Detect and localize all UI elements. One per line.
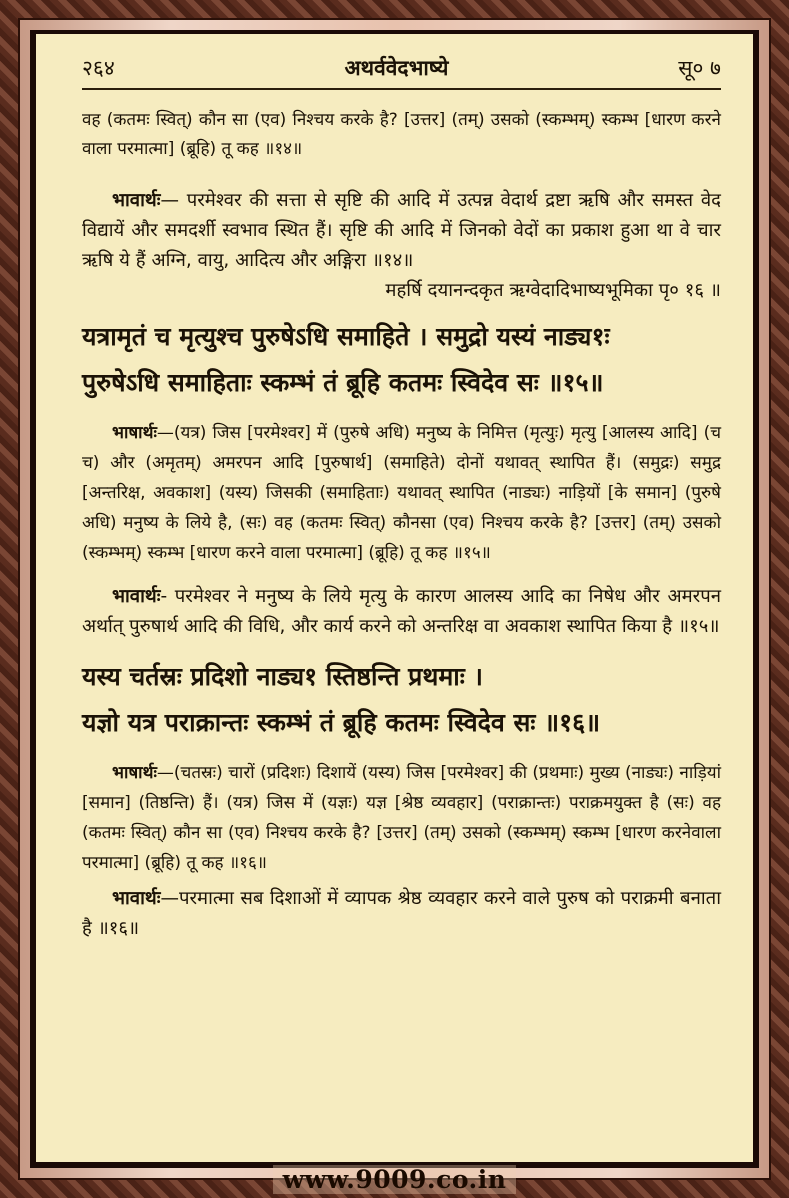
page-content <box>82 100 721 944</box>
mantra-15 <box>82 316 721 404</box>
page-header <box>82 48 721 90</box>
bhashartha-15 <box>82 418 721 568</box>
mantra-line: यज्ञो यत्र पराक्रान्तः स्कम्भं तं ब्रूहि कतमः स्विदेव सः ॥१६॥ <box>82 708 601 737</box>
bhavartha-text: — परमेश्वर की सत्ता से सृष्टि की आदि में उत्पन्न वेदार्थ द्रष्टा ऋषि और समस्त वेद विद्यायें और समदर्शी स्वभाव स्थित हैं। सृष्टि की आदि में जिनको वेदों का प्रकाश हुआ था वे चार ऋषि ये हैं अग्नि, वायु, आदित्य और अङ्गिरा ॥१४॥ <box>82 190 721 271</box>
attribution: महर्षि दयानन्दकृत ऋग्वेदादिभाष्यभूमिका पृ० १६ ॥ <box>385 280 721 301</box>
bhavartha-16 <box>82 884 721 944</box>
bhashartha-label: भाषार्थः <box>112 423 157 443</box>
bhavartha-14 <box>82 186 721 276</box>
bhavartha-label: भावार्थः <box>112 190 161 211</box>
page-title: अथर्ववेदभाष्ये <box>344 56 449 80</box>
bhavartha-label: भावार्थः <box>112 888 161 909</box>
bhavartha-text: - परमेश्वर ने मनुष्य के लिये मृत्यु के कारण आलस्य आदि का निषेध और अमरपन अर्थात् पुरुषार्थ आदि की विधि, और कार्य करने को अन्तरिक्ष वा अवकाश स्थापित किया है ॥१५॥ <box>82 586 721 637</box>
mantra-line: यस्य चर्तस्रः प्रदिशो नाड्य१ स्तिष्ठन्ति प्रथमाः । <box>82 662 483 691</box>
bhashartha-text: —(चतस्रः) चारों (प्रदिशः) दिशायें (यस्य) जिस [परमेश्वर] की (प्रथमाः) मुख्य (नाड्यः) नाड़ियां [समान] (तिष्ठन्ति) हैं। (यत्र) जिस में (यज्ञः) यज्ञ [श्रेष्ठ व्यवहार] (पराक्रान्तः) पराक्रमयुक्त है (सः) वह (कतमः स्वित्) कौन सा (एव) निश्चय करके है? [उत्तर] (तम्) उसको (स्कम्भम्) स्कम्भ [धारण करनेवाला परमात्मा] (ब्रूहि) तू कह ॥१६॥ <box>82 763 721 873</box>
bhavartha-text: —परमात्मा सब दिशाओं में व्यापक श्रेष्ठ व्यवहार करने वाले पुरुष को पराक्रमी बनाता है ॥१६॥ <box>82 888 721 939</box>
para-14-end: वह (कतमः स्वित्) कौन सा (एव) निश्चय करके है? [उत्तर] (तम्) उसको (स्कम्भम्) स्कम्भ [धारण करने वाला परमात्मा] (ब्रूहि) तू कह ॥१४॥ <box>82 110 721 159</box>
mantra-16 <box>82 656 721 744</box>
watermark-footer <box>0 1165 789 1195</box>
bhavartha-label: भावार्थः <box>112 586 161 607</box>
mantra-line: यत्रामृतं च मृत्युश्च पुरुषेऽधि समाहिते । समुद्रो यस्यं नाड्य१ः <box>82 322 610 351</box>
bhavartha-15 <box>82 582 721 642</box>
book-page <box>36 34 753 1162</box>
website-watermark: www.9009.co.in <box>273 1165 517 1194</box>
bhashartha-16 <box>82 758 721 878</box>
page-number: २६४ <box>82 56 115 80</box>
sukta-number: सू० ७ <box>678 56 721 80</box>
bhashartha-text: —(यत्र) जिस [परमेश्वर] में (पुरुषे अधि) मनुष्य के निमित्त (मृत्युः) मृत्यु [आलस्य आदि] (च च) और (अमृतम्) अमरपन आदि [पुरुषार्थ] (समाहिते) दोनों यथावत् स्थापित हैं। (समुद्रः) समुद्र [अन्तरिक्ष, अवकाश] (यस्य) जिसकी (समाहिताः) यथावत् स्थापित (नाड्यः) नाड़ियों [के समान] (पुरुषे अधि) मनुष्य के लिये है, (सः) वह (कतमः स्वित्) कौनसा (एव) निश्चय करके है? [उत्तर] (तम्) उसको (स्कम्भम्) स्कम्भ [धारण करने वाला परमात्मा] (ब्रूहि) तू कह ॥१५॥ <box>82 423 721 563</box>
mantra-line: पुरुषेऽधि समाहिताः स्कम्भं तं ब्रूहि कतमः स्विदेव सः ॥१५॥ <box>82 368 604 397</box>
bhashartha-label: भाषार्थः <box>112 763 157 783</box>
